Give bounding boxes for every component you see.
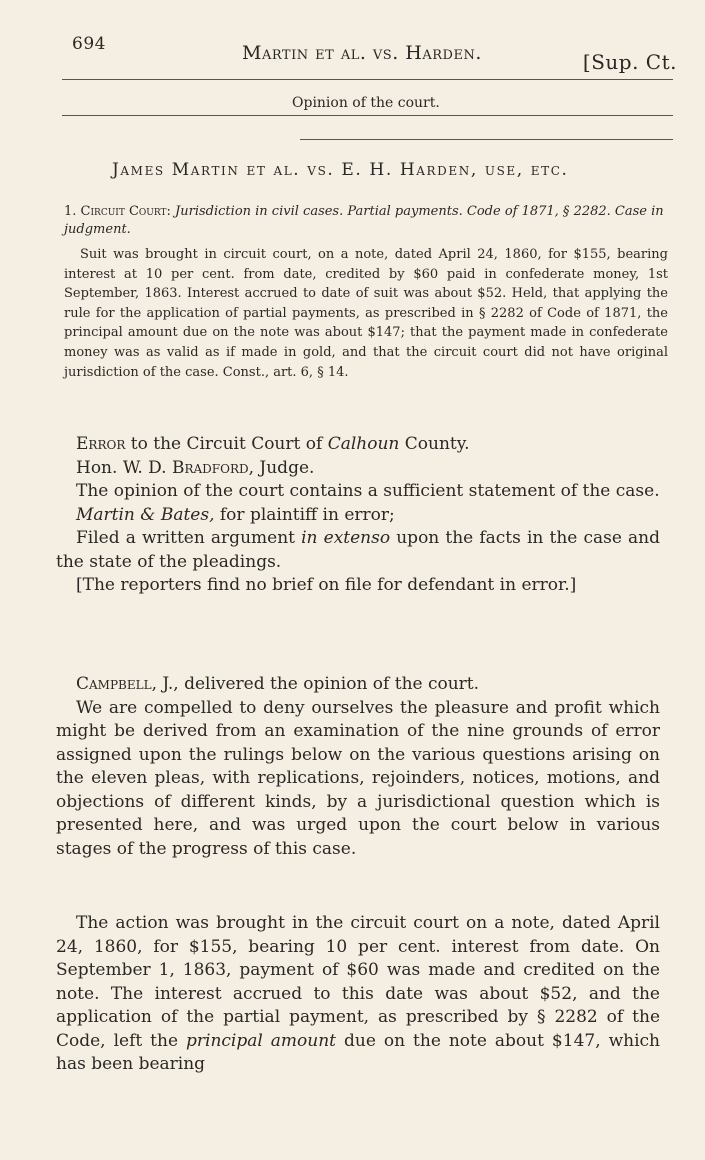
statement: The opinion of the court contains a sufficient statement of the case.: [76, 481, 660, 501]
paragraph2-end: due on the note about $147, which has been bearing: [56, 1030, 660, 1074]
opinion-judge: Campbell: [76, 674, 152, 694]
syllabus: Suit was brought in circuit court, on a note, dated April 24, 1860, for $155, bearing interest at 10 per cent. from date, credited by $60 paid in confederate money, 1st September, 1863. Interest accrued to date of suit was about $52. Held, that applying the rule for the application of partial payments, as prescribed in § 2282 of Code of 1871, the principal amount due on the note was about $147; that the payment made in confederate money was as valid as if made in gold, and that the circuit court did not have original jurisdiction of the case. Const., art. 6, § 14.: [64, 247, 668, 380]
judge-prefix: Hon. W. D.: [76, 457, 167, 478]
filed-line: [56, 527, 660, 574]
error-prefix: Error: [76, 434, 126, 454]
paragraph2-italic: principal amount: [186, 1030, 337, 1051]
subheader: Opinion of the court.: [292, 95, 440, 111]
counsel-line: [56, 504, 660, 528]
running-title: Martin et al. vs. Harden.: [242, 42, 482, 64]
opinion-paragraph-2: [56, 912, 660, 1077]
court-label: [Sup. Ct.: [582, 50, 677, 74]
headnote: [64, 203, 674, 239]
opinion-block: [56, 673, 660, 861]
counsel-role: for plaintiff in error;: [219, 504, 395, 525]
case-title: James Martin et al. vs. E. H. Harden, use, etc.: [112, 160, 569, 180]
headnote-subject: Jurisdiction in civil cases. Partial payments. Code of 1871, § 2282. Case in judgment.: [64, 204, 664, 237]
error-mid: to the Circuit Court of: [130, 434, 323, 454]
filed-italic: in extenso: [301, 528, 391, 548]
error-block: [56, 433, 660, 598]
action-block: [56, 912, 660, 1077]
judge-name: Bradford: [171, 457, 249, 478]
opinion-paragraph-1: We are compelled to deny ourselves the pleasure and profit which might be derived from an examination of the nine grounds of error assigned upon the rulings below on the various questions arising on the eleven pleas, with replications, rejoinders, notices, motions, and objections of different kinds, by a jurisdictional question which is presented here, and was urged upon the court below in various stages of the progress of this case.: [56, 697, 660, 859]
opinion-delivered: , J., delivered the opinion of the court.: [151, 674, 480, 694]
headnote-number: 1.: [64, 204, 77, 219]
paragraph2-start: The action was brought in the circuit court on a note, dated April 24, 1860, for $155, bearing 10 per cent. interest from date. On September 1, 1863, payment of $60 was made and credited on the note. The interest accrued to this date was about $52, and the application of the partial payment, as prescribed by § 2282 of the Code, left the: [56, 913, 660, 1051]
headnote-topic: Circuit Court:: [80, 204, 171, 219]
judge-line: [56, 457, 660, 481]
short-rule: [300, 139, 673, 140]
county-name: Calhoun: [327, 434, 400, 454]
judge-suffix: , Judge.: [248, 457, 315, 478]
header-rule: [62, 79, 673, 80]
filed-prefix: Filed a written argument: [76, 528, 295, 548]
county-suffix: County.: [404, 434, 470, 454]
running-header: [70, 30, 677, 74]
page-number: 694: [72, 34, 106, 54]
error-line: [56, 433, 660, 457]
subheader-rule: [62, 115, 673, 116]
filed-suffix: upon the facts in the case and the state of the pleadings.: [56, 528, 661, 572]
opinion-intro: [56, 673, 660, 697]
reporters-note: [The reporters find no brief on file for defendant in error.]: [76, 575, 577, 595]
counsel-names: Martin & Bates,: [76, 504, 215, 525]
